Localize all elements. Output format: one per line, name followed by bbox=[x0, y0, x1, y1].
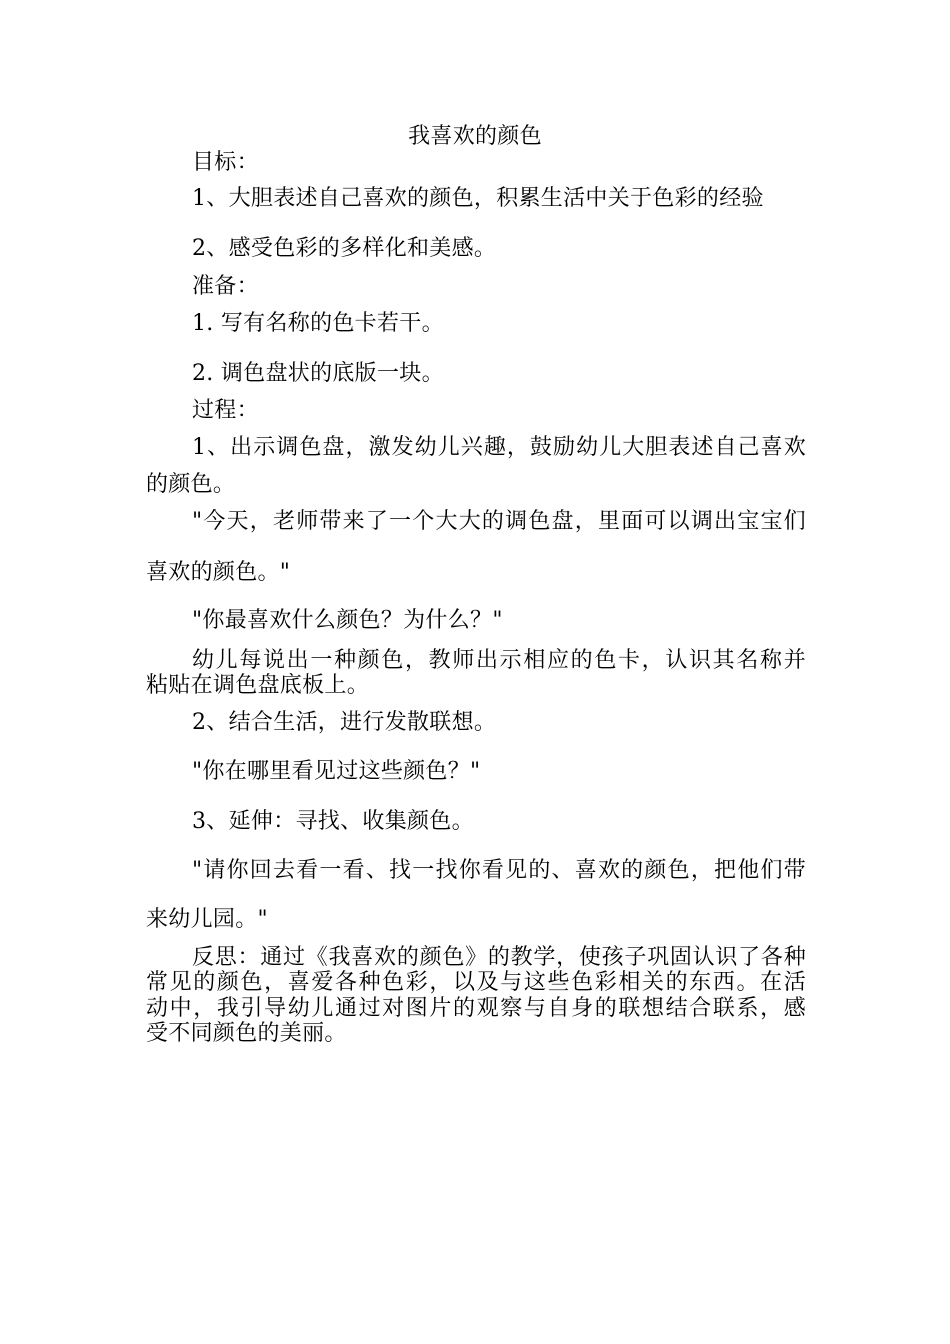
goals-heading: 目标： bbox=[192, 150, 259, 175]
process-heading: 过程： bbox=[192, 398, 259, 423]
reflection-line-1: 反思：通过《我喜欢的颜色》的教学，使孩子巩固认识了各种 bbox=[192, 945, 806, 970]
quote-1-line-2: 喜欢的颜色。" bbox=[146, 560, 291, 585]
goal-2: 2、感受色彩的多样化和美感。 bbox=[192, 236, 497, 261]
quote-3: "你在哪里看见过这些颜色？" bbox=[192, 759, 481, 784]
step-3: 3、延伸：寻找、收集颜色。 bbox=[192, 809, 474, 834]
step-1-line-2: 的颜色。 bbox=[146, 472, 236, 497]
prep-item-2: 2. 调色盘状的底版一块。 bbox=[192, 361, 444, 386]
step-1-note-line-1: 幼儿每说出一种颜色，教师出示相应的色卡，认识其名称并 bbox=[192, 648, 806, 673]
document-title: 我喜欢的颜色 bbox=[408, 124, 542, 149]
step-1-line-1: 1、出示调色盘，激发幼儿兴趣，鼓励幼儿大胆表述自己喜欢 bbox=[192, 435, 806, 460]
prep-heading: 准备： bbox=[192, 274, 259, 299]
reflection-line-4: 受不同颜色的美丽。 bbox=[146, 1021, 347, 1046]
quote-4-line-2: 来幼儿园。" bbox=[146, 907, 268, 932]
quote-4-line-1: "请你回去看一看、找一找你看见的、喜欢的颜色，把他们带 bbox=[192, 858, 806, 883]
goal-1: 1、大胆表述自己喜欢的颜色，积累生活中关于色彩的经验 bbox=[192, 186, 764, 211]
quote-1-line-1: "今天，老师带来了一个大大的调色盘，里面可以调出宝宝们 bbox=[192, 509, 806, 534]
step-1-note-line-2: 粘贴在调色盘底板上。 bbox=[146, 673, 370, 698]
reflection-line-2: 常见的颜色，喜爱各种色彩，以及与这些色彩相关的东西。在活 bbox=[146, 970, 806, 995]
step-2: 2、结合生活，进行发散联想。 bbox=[192, 710, 497, 735]
prep-item-1: 1. 写有名称的色卡若干。 bbox=[192, 311, 444, 336]
quote-2: "你最喜欢什么颜色？为什么？" bbox=[192, 608, 503, 633]
reflection-line-3: 动中，我引导幼儿通过对图片的观察与自身的联想结合联系，感 bbox=[146, 996, 806, 1021]
